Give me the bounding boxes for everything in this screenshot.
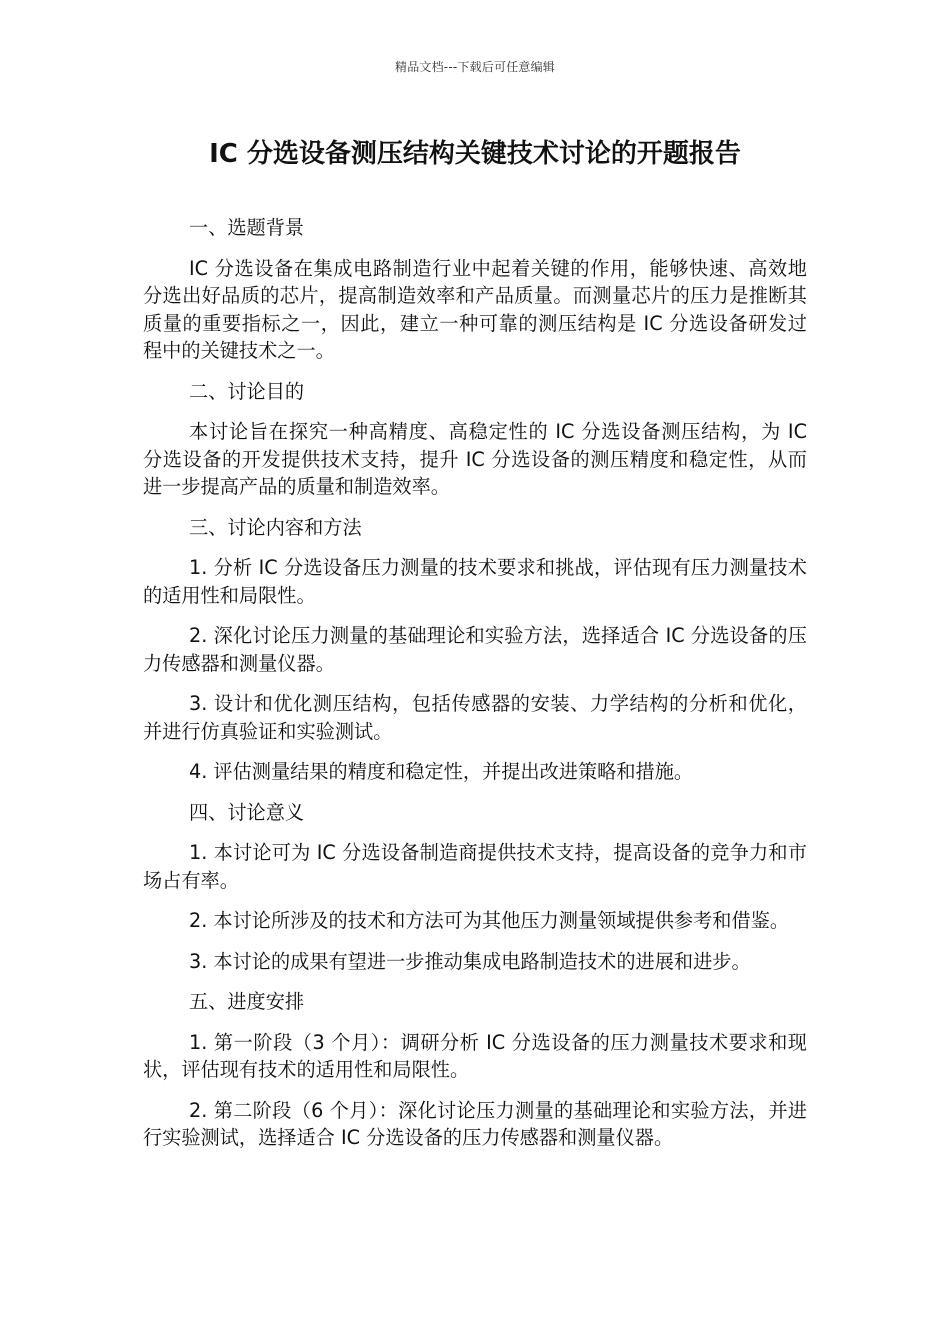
list-item: 4. 评估测量结果的精度和稳定性，并提出改进策略和措施。 bbox=[189, 760, 694, 783]
list-item: 2. 本讨论所涉及的技术和方法可为其他压力测量领域提供参考和借鉴。 bbox=[189, 909, 790, 932]
header-note: 精品文档---下载后可任意编辑 bbox=[395, 60, 555, 74]
list-item: 2. 深化讨论压力测量的基础理论和实验方法，选择适合 IC 分选设备的压力传感器和测量仪器。 bbox=[143, 624, 807, 675]
document-body bbox=[143, 214, 807, 1165]
list-item: 1. 本讨论可为 IC 分选设备制造商提供技术支持，提高设备的竞争力和市场占有率。 bbox=[143, 841, 807, 892]
list-item: 1. 第一阶段（3 个月）：调研分析 IC 分选设备的压力测量技术要求和现状，评估现有技术的适用性和局限性。 bbox=[143, 1030, 807, 1081]
section-heading-content-methods: 三、讨论内容和方法 bbox=[189, 515, 362, 539]
document-title: IC 分选设备测压结构关键技术讨论的开题报告 bbox=[209, 139, 741, 169]
section-heading-significance: 四、讨论意义 bbox=[189, 800, 305, 824]
list-item: 2. 第二阶段（6 个月）：深化讨论压力测量的基础理论和实验方法，并进行实验测试，选择适合 IC 分选设备的压力传感器和测量仪器。 bbox=[143, 1098, 807, 1149]
paragraph: IC 分选设备在集成电路制造行业中起着关键的作用，能够快速、高效地分选出好品质的芯片，提高制造效率和产品质量。而测量芯片的压力是推断其质量的重要指标之一，因此，建立一种可靠的测压结构是 IC 分选设备研发过程中的关键技术之一。 bbox=[143, 256, 807, 362]
list-item: 3. 设计和优化测压结构，包括传感器的安装、力学结构的分析和优化，并进行仿真验证和实验测试。 bbox=[143, 692, 807, 743]
list-item: 1. 分析 IC 分选设备压力测量的技术要求和挑战，评估现有压力测量技术的适用性和局限性。 bbox=[143, 556, 807, 607]
section-heading-purpose: 二、讨论目的 bbox=[189, 379, 305, 403]
section-heading-schedule: 五、进度安排 bbox=[189, 990, 305, 1013]
list-item: 3. 本讨论的成果有望进一步推动集成电路制造技术的进展和进步。 bbox=[189, 949, 751, 973]
section-heading-background: 一、选题背景 bbox=[189, 216, 305, 239]
paragraph: 本讨论旨在探究一种高精度、高稳定性的 IC 分选设备测压结构，为 IC 分选设备的开发提供技术支持，提升 IC 分选设备的测压精度和稳定性，从而进一步提高产品的质量和制造效率。 bbox=[143, 420, 807, 498]
